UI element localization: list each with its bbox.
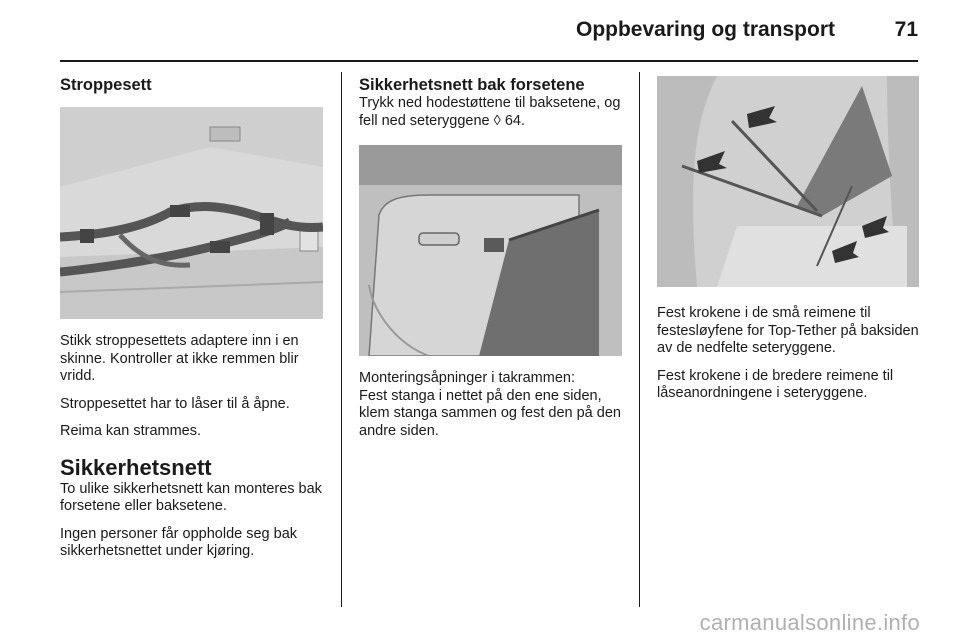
column-1: [60, 76, 325, 95]
intro-text: Trykk ned hodestøttene til baksetene, og fell ned seteryggene: [359, 95, 621, 129]
paragraph-small-straps: Fest krokene i de små reimene til festesløyfene for Top-Tether på baksiden av de nedfelte seteryggene.: [657, 305, 919, 356]
column-2: [359, 76, 624, 130]
column-2-text: [359, 370, 627, 450]
figure-strap-kit: [60, 107, 323, 319]
column-divider-2: [639, 72, 640, 607]
header-title: Oppbevaring og transport: [575, 18, 835, 41]
watermark: carmanualsonline.info: [699, 610, 920, 635]
paragraph-no-persons: Ingen personer får oppholde seg bak sikkerhetsnettet under kjøring.: [60, 525, 298, 559]
paragraph-two-nets: To ulike sikkerhetsnett kan monteres bak forsetene eller baksetene.: [60, 480, 322, 514]
paragraph-wider-straps: Fest krokene i de bredere reimene til låseanordningene i seteryggene.: [657, 367, 894, 401]
column-1-text: [60, 333, 328, 571]
paragraph-tighten: Reima kan strammes.: [60, 423, 202, 439]
section-heading-stroppesett: Stroppesett: [60, 76, 152, 94]
paragraph-fold-seats: [359, 95, 624, 130]
paragraph-insert-adapters: Stikk stroppesettets adaptere inn i en skinne. Kontroller at ikke remmen blir vridd.: [60, 333, 299, 384]
section-heading-safety-net: Sikkerhetsnett: [60, 454, 212, 480]
page-number: 71: [894, 18, 918, 41]
figure-roof-mount: [359, 145, 622, 356]
section-heading-net-front: Sikkerhetsnett bak forsetene: [359, 76, 585, 94]
caption-title: Monteringsåpninger i takrammen:: [359, 370, 575, 386]
column-3-text: [657, 305, 922, 413]
caption-body: Fest stanga i nettet på den ene siden, klem stanga sammen og fest den på den andre siden.: [359, 387, 621, 439]
paragraph-two-locks: Stroppesettet har to låser til å åpne.: [60, 395, 290, 412]
header-divider: [60, 60, 918, 62]
column-divider-1: [341, 72, 342, 607]
page-ref-icon: ◊: [493, 112, 501, 129]
page-ref-number: 64.: [504, 112, 525, 129]
figure-rear-hooks: [657, 76, 919, 287]
